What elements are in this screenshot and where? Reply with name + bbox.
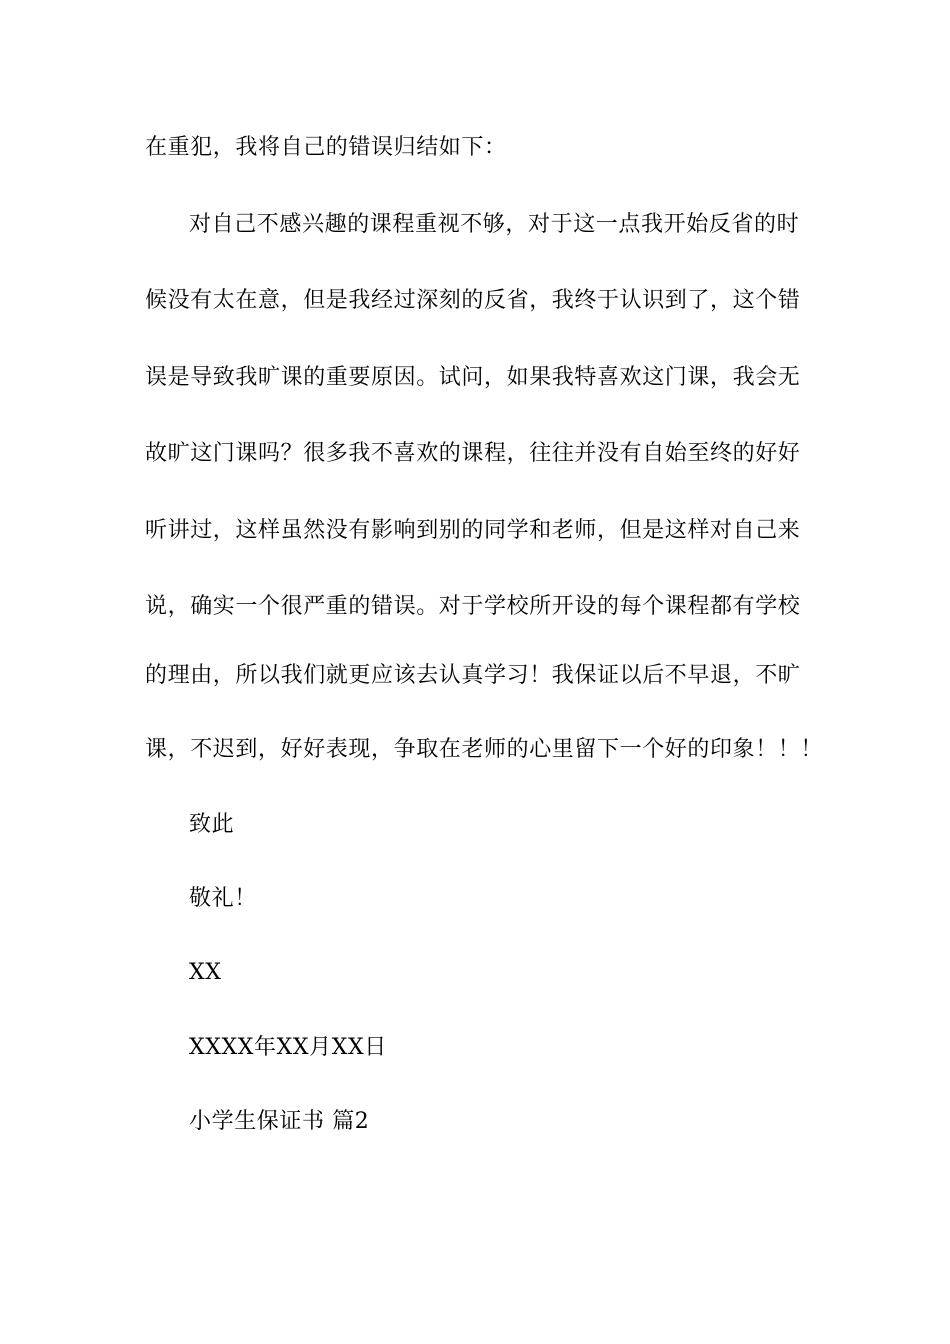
paragraph-line: 误是导致我旷课的重要原因。试问，如果我特喜欢这门课，我会无 [145, 365, 801, 390]
paragraph-line: 说，确实一个很严重的错误。对于学校所开设的每个课程都有学校 [145, 594, 801, 619]
date-text: XXXX年XX月XX日 [189, 1035, 387, 1060]
section-heading: 小学生保证书 篇2 [189, 1109, 370, 1134]
salute-text: 敬礼！ [189, 886, 257, 911]
closing-text: 致此 [189, 812, 235, 837]
paragraph-line: 的理由，所以我们就更应该去认真学习！我保证以后不早退，不旷 [145, 663, 801, 688]
paragraph-line: 对自己不感兴趣的课程重视不够，对于这一点我开始反省的时 [189, 212, 800, 237]
paragraph-line: 听讲过，这样虽然没有影响到别的同学和老师，但是这样对自己来 [145, 518, 801, 543]
paragraph-line: 课，不迟到，好好表现，争取在老师的心里留下一个好的印象！！！ [145, 737, 824, 762]
paragraph-line: 故旷这门课吗？很多我不喜欢的课程，往往并没有自始至终的好好 [145, 441, 801, 466]
signature-text: XX [189, 960, 222, 985]
paragraph-line: 候没有太在意，但是我经过深刻的反省，我终于认识到了，这个错 [145, 288, 801, 313]
paragraph-line: 在重犯，我将自己的错误归结如下： [145, 135, 507, 160]
